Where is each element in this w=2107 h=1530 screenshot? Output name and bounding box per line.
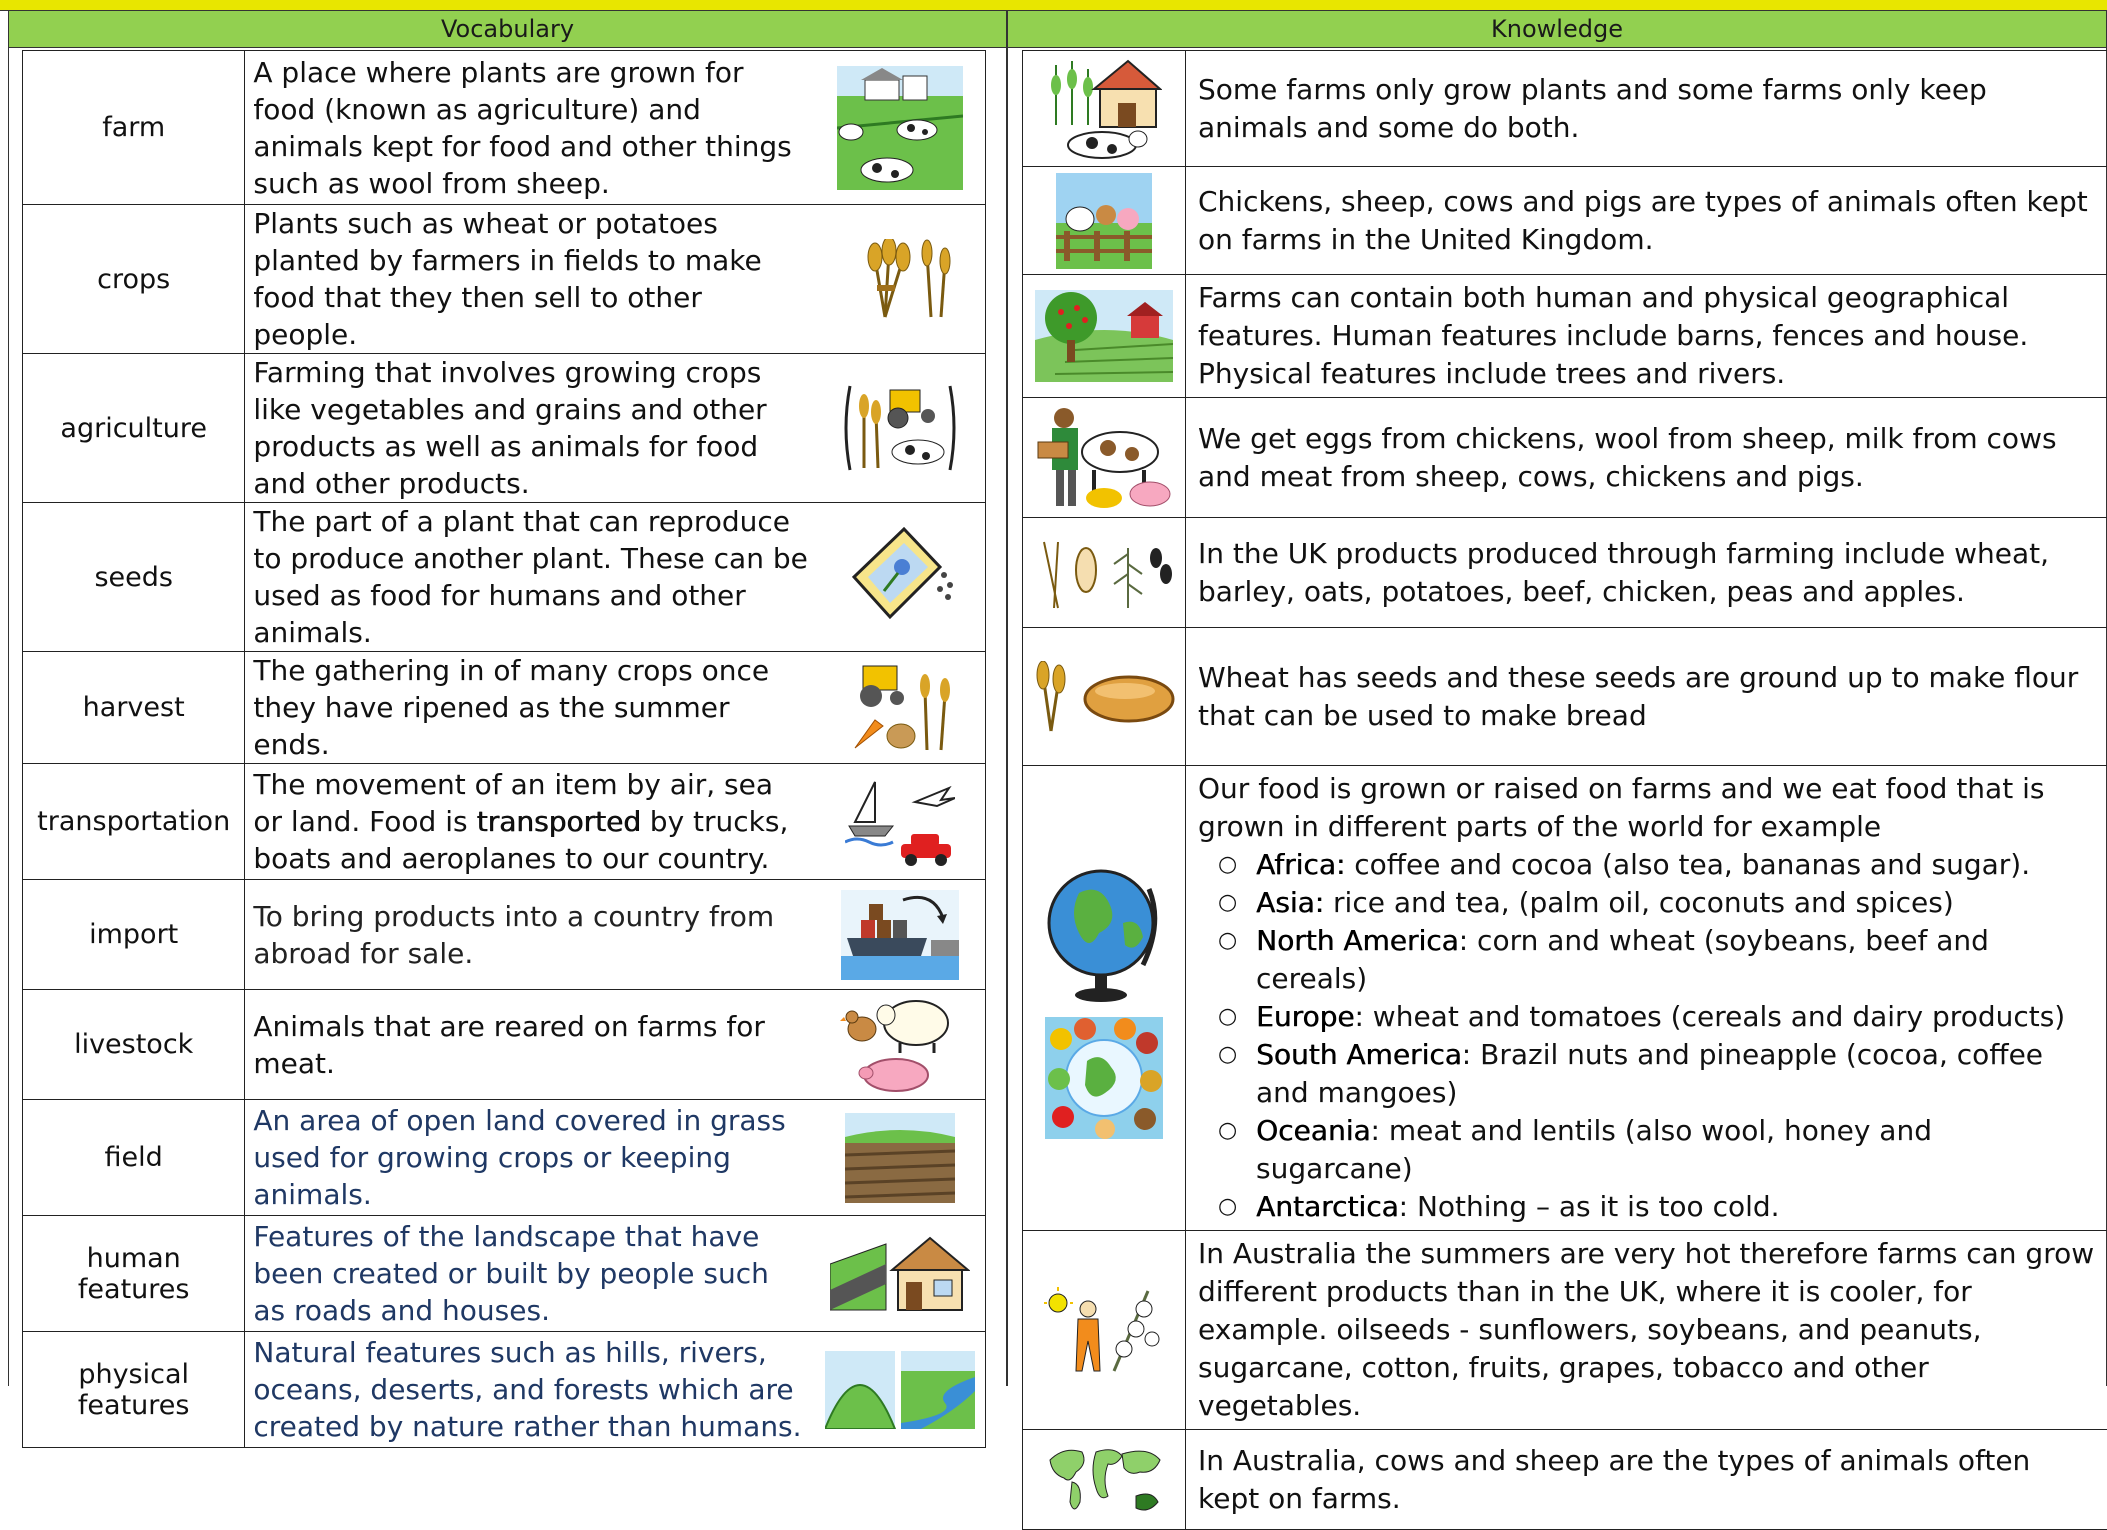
knowledge-text: Some farms only grow plants and some farms only keep animals and some do both. bbox=[1186, 51, 2107, 167]
globe-icon bbox=[1039, 853, 1169, 1143]
farmer-animals-icon bbox=[1034, 402, 1174, 514]
vocab-row bbox=[23, 1100, 986, 1216]
cargo-ship-icon bbox=[841, 890, 959, 980]
knowledge-text: Chickens, sheep, cows and pigs are types of animals often kept on farms in the United Kingdom. bbox=[1186, 167, 2107, 275]
vocab-row bbox=[23, 354, 986, 503]
knowledge-row bbox=[1023, 167, 2107, 275]
seed-packet-icon bbox=[840, 527, 960, 627]
tractor-vegetables-icon bbox=[845, 660, 955, 756]
list-item bbox=[1218, 922, 2095, 998]
region-detail: : wheat and tomatoes (cereals and dairy products) bbox=[1354, 1000, 2065, 1033]
region-detail: : corn and wheat (soybeans, beef and cereals) bbox=[1256, 924, 1989, 995]
region-name: South America bbox=[1256, 1038, 1462, 1071]
vocabulary-header: Vocabulary bbox=[8, 10, 1007, 48]
vocab-word: farm bbox=[23, 51, 245, 205]
vocab-row bbox=[23, 652, 986, 764]
knowledge-text: We get eggs from chickens, wool from sheep, milk from cows and meat from sheep, cows, chickens and pigs. bbox=[1186, 398, 2107, 518]
vocab-word: seeds bbox=[23, 503, 245, 652]
vocab-definition: Animals that are reared on farms for meat. bbox=[245, 990, 816, 1100]
barn-cow-icon bbox=[1046, 55, 1162, 163]
vocab-definition: An area of open land covered in grass used for growing crops or keeping animals. bbox=[245, 1100, 816, 1216]
vocab-definition bbox=[245, 764, 816, 880]
knowledge-row bbox=[1023, 51, 2107, 167]
list-item bbox=[1218, 1112, 2095, 1188]
list-item bbox=[1218, 998, 2095, 1036]
knowledge-row bbox=[1023, 275, 2107, 398]
vocab-word: physical features bbox=[23, 1332, 245, 1448]
knowledge-row bbox=[1023, 1231, 2107, 1430]
region-name: Europe bbox=[1256, 1000, 1354, 1033]
vocab-word: field bbox=[23, 1100, 245, 1216]
vocab-definition: Plants such as wheat or potatoes planted by farmers in fields to make food that they then sell to other people. bbox=[245, 205, 816, 354]
wheat-sheaf-icon bbox=[845, 239, 955, 319]
vocab-definition: To bring products into a country from abroad for sale. bbox=[245, 880, 816, 990]
knowledge-text: In Australia the summers are very hot therefore farms can grow different products than in the UK, where it is cooler, for example. oilseeds - sunflowers, soybeans, and peanuts, sugarcane, cotton, fruits, grapes, tobacco and other vegetables. bbox=[1186, 1231, 2107, 1430]
knowledge-header: Knowledge bbox=[1007, 10, 2107, 48]
sun-person-cotton-icon bbox=[1044, 1285, 1164, 1375]
boat-plane-car-icon bbox=[845, 772, 955, 872]
region-detail: coffee and cocoa (also tea, bananas and sugar). bbox=[1345, 848, 2030, 881]
region-detail: rice and tea, (palm oil, coconuts and spices) bbox=[1324, 886, 1954, 919]
wheat-bread-icon bbox=[1029, 661, 1179, 733]
region-detail: : Nothing – as it is too cold. bbox=[1399, 1190, 1780, 1223]
hill-river-icon bbox=[825, 1351, 975, 1429]
region-name: Oceania bbox=[1256, 1114, 1371, 1147]
vocab-word: transportation bbox=[23, 764, 245, 880]
tree-barn-field-icon bbox=[1035, 290, 1173, 382]
region-detail: : Brazil nuts and pineapple (cocoa, coffee and mangoes) bbox=[1256, 1038, 2043, 1109]
list-item bbox=[1218, 884, 2095, 922]
knowledge-row bbox=[1023, 628, 2107, 766]
region-name: Africa: bbox=[1256, 848, 1345, 881]
vocab-word: livestock bbox=[23, 990, 245, 1100]
world-map-icon bbox=[1044, 1440, 1164, 1520]
region-name: Antarctica bbox=[1256, 1190, 1399, 1223]
vocab-word: import bbox=[23, 880, 245, 990]
list-item bbox=[1218, 1188, 2095, 1226]
vocab-row bbox=[23, 205, 986, 354]
vocab-definition: A place where plants are grown for food (known as agriculture) and animals kept for food and other things such as wool from sheep. bbox=[245, 51, 816, 205]
knowledge-text: In Australia, cows and sheep are the types of animals often kept on farms. bbox=[1186, 1430, 2107, 1530]
knowledge-text: Wheat has seeds and these seeds are ground up to make flour that can be used to make bread bbox=[1186, 628, 2107, 766]
region-name: North America bbox=[1256, 924, 1459, 957]
vocab-row bbox=[23, 1332, 986, 1448]
vocab-word: crops bbox=[23, 205, 245, 354]
knowledge-table bbox=[1022, 50, 2107, 1530]
knowledge-text: In the UK products produced through farming include wheat, barley, oats, potatoes, beef, chicken, peas and apples. bbox=[1186, 518, 2107, 628]
vocab-definition: Natural features such as hills, rivers, oceans, deserts, and forests which are created by nature rather than humans. bbox=[245, 1332, 816, 1448]
tractor-wheat-cow-icon bbox=[840, 378, 960, 478]
vocab-row bbox=[23, 880, 986, 990]
vocab-word: harvest bbox=[23, 652, 245, 764]
vocab-row bbox=[23, 1216, 986, 1332]
list-item bbox=[1218, 846, 2095, 884]
region-name: Asia: bbox=[1256, 886, 1324, 919]
transport-def-start: The movement of an item by air, sea or land. Food is bbox=[253, 768, 773, 838]
vocab-row bbox=[23, 503, 986, 652]
vocab-word: agriculture bbox=[23, 354, 245, 503]
vocab-definition: The gathering in of many crops once they have ripened as the summer ends. bbox=[245, 652, 816, 764]
vocab-definition: The part of a plant that can reproduce to produce another plant. These can be used as food for humans and other animals. bbox=[245, 503, 816, 652]
food-world-intro: Our food is grown or raised on farms and we eat food that is grown in different parts of the world for example bbox=[1198, 770, 2095, 846]
regions-list bbox=[1198, 846, 2095, 1226]
transport-def-end: by trucks, boats and aeroplanes to our country. bbox=[253, 805, 788, 875]
knowledge-text bbox=[1186, 766, 2107, 1231]
list-item bbox=[1218, 1036, 2095, 1112]
knowledge-row bbox=[1023, 398, 2107, 518]
wheat-seeds-icon bbox=[1034, 534, 1174, 612]
knowledge-row bbox=[1023, 518, 2107, 628]
knowledge-row bbox=[1023, 1430, 2107, 1530]
farm-animals-fence-icon bbox=[1056, 173, 1152, 269]
vocab-word: human features bbox=[23, 1216, 245, 1332]
region-detail: : meat and lentils (also wool, honey and sugarcane) bbox=[1256, 1114, 1932, 1185]
vocab-row bbox=[23, 51, 986, 205]
vocab-definition: Features of the landscape that have been created or built by people such as roads and houses. bbox=[245, 1216, 816, 1332]
transported-bold: transported bbox=[477, 805, 641, 838]
ploughed-field-icon bbox=[845, 1113, 955, 1203]
road-house-icon bbox=[830, 1234, 970, 1314]
knowledge-row bbox=[1023, 766, 2107, 1231]
vocab-definition: Farming that involves growing crops like vegetables and grains and other products as well as animals for food and other products. bbox=[245, 354, 816, 503]
vocabulary-table bbox=[22, 50, 986, 1448]
farm-cows-icon bbox=[837, 66, 963, 190]
vocab-row bbox=[23, 990, 986, 1100]
knowledge-text: Farms can contain both human and physical geographical features. Human features include barns, fences and house. Physical features include trees and rivers. bbox=[1186, 275, 2107, 398]
vocab-row bbox=[23, 764, 986, 880]
chicken-sheep-pig-icon bbox=[840, 993, 960, 1097]
